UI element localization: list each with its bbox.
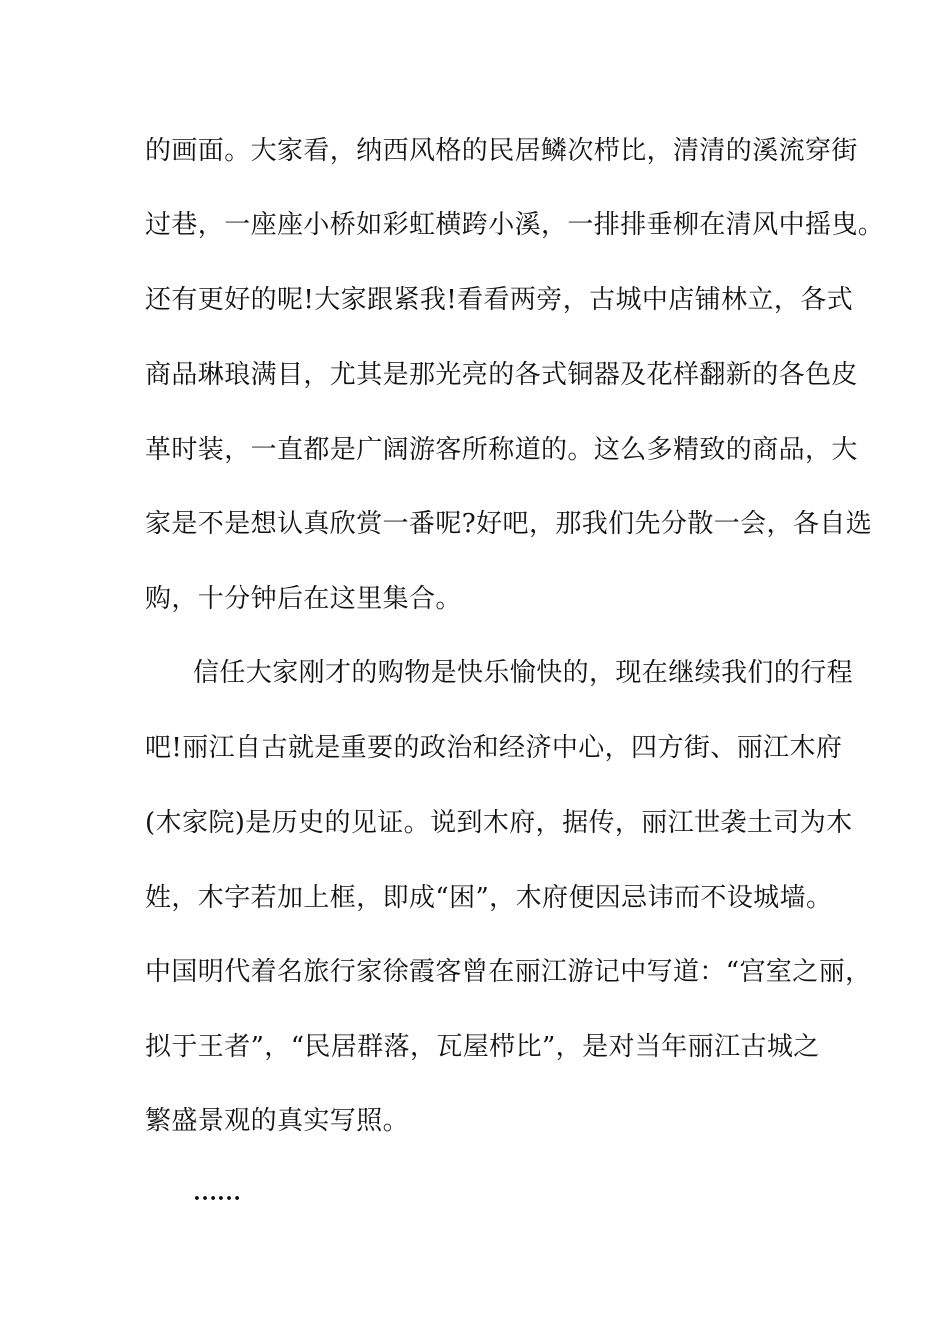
text-line: 过巷，一座座小桥如彩虹横跨小溪，一排排垂柳在清风中摇曳。: [145, 210, 885, 240]
text-line: 的画面。大家看，纳西风格的民居鳞次栉比，清清的溪流穿街: [145, 136, 858, 166]
ellipsis-marker: ……: [193, 1180, 241, 1206]
text-line: 购，十分钟后在这里集合。: [145, 584, 462, 614]
text-line: (木家院)是历史的见证。说到木府，据传，丽江世袭土司为木: [145, 808, 853, 838]
text-line: 姓，木字若加上框，即成“困”，木府便因忌讳而不设城墙。: [145, 883, 833, 913]
text-line: 还有更好的呢!大家跟紧我!看看两旁，古城中店铺林立，各式: [145, 285, 854, 315]
text-line: 商品琳琅满目，尤其是那光亮的各式铜器及花样翻新的各色皮: [145, 360, 858, 390]
text-line: 繁盛景观的真实写照。: [145, 1106, 410, 1136]
text-line: 吧!丽江自古就是重要的政治和经济中心，四方街、丽江木府: [145, 733, 843, 763]
text-line: 家是不是想认真欣赏一番呢?好吧，那我们先分散一会，各自选: [145, 509, 873, 539]
paragraph-first-line: 信任大家刚才的购物是快乐愉快的，现在继续我们的行程: [193, 658, 854, 688]
text-line: 革时装，一直都是广阔游客所称道的。这么多精致的商品，大: [145, 435, 858, 465]
text-line: 拟于王者”，“民居群落，瓦屋栉比”，是对当年丽江古城之: [145, 1032, 820, 1062]
text-line: 中国明代着名旅行家徐霞客曾在丽江游记中写道：“宫室之丽，: [145, 957, 872, 987]
